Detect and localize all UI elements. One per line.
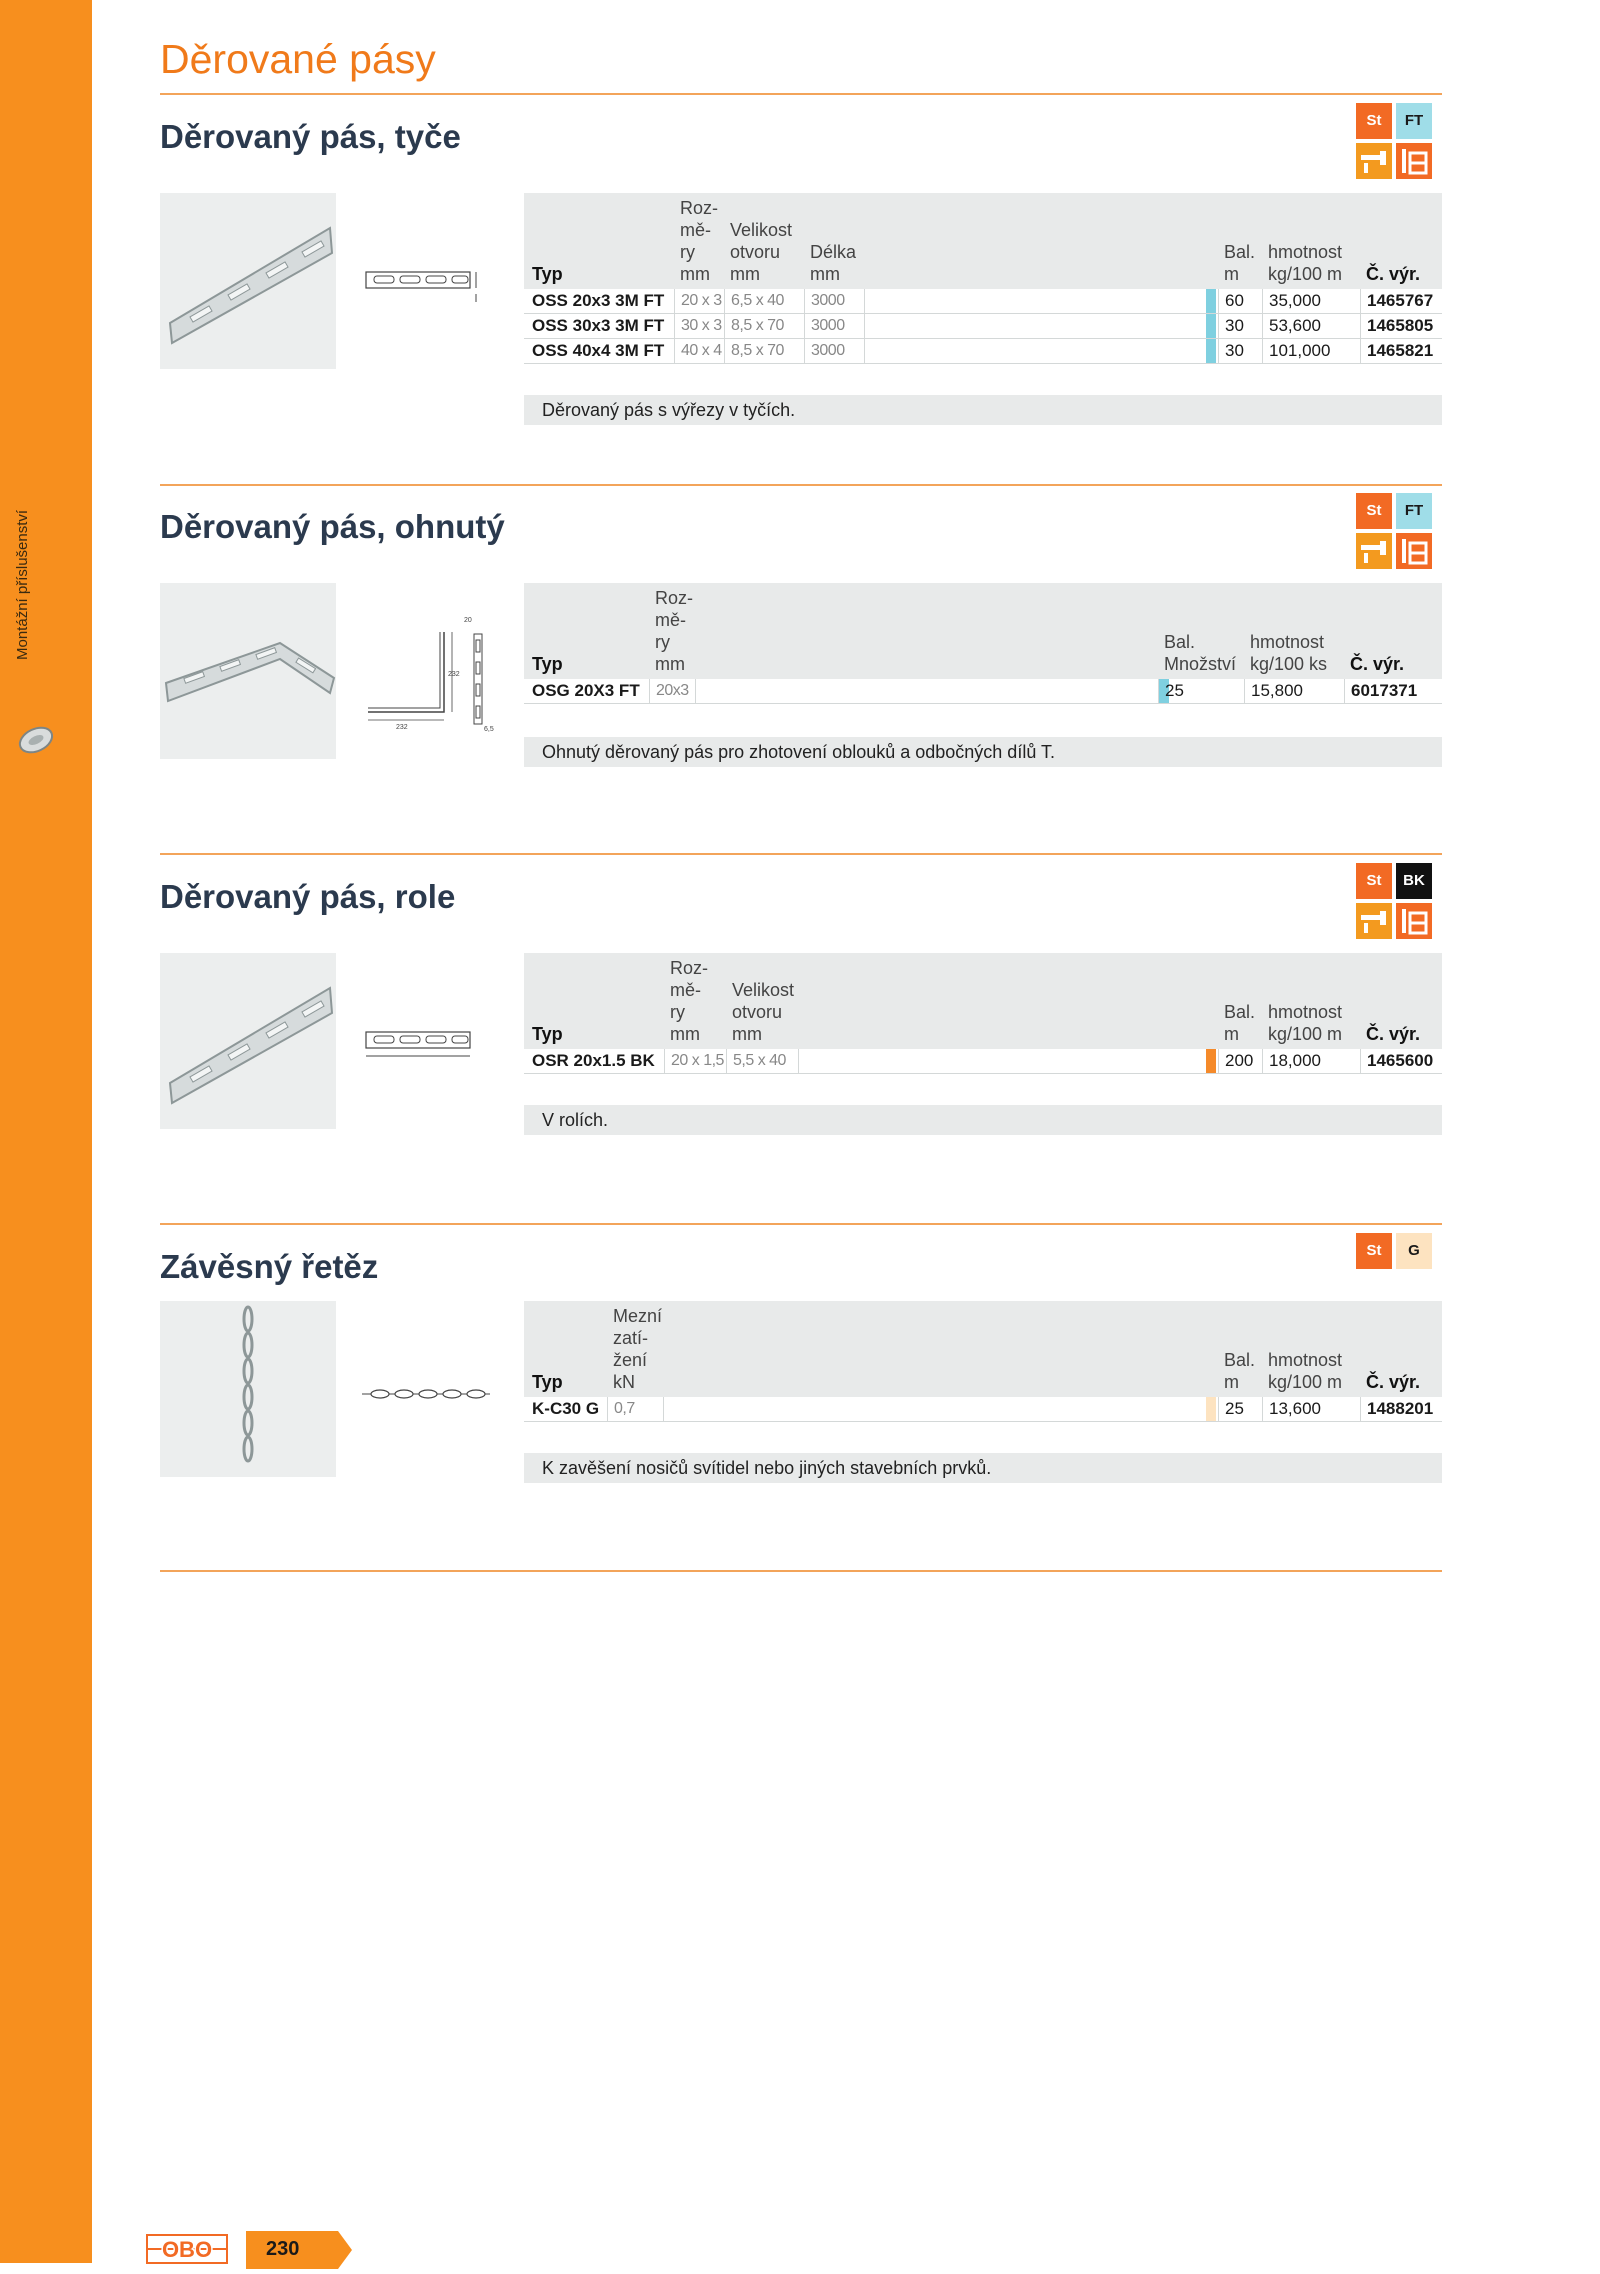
table-row (524, 1397, 1442, 1422)
product-note: Ohnutý děrovaný pás pro zhotovení oblouků a odbočných dílů T. (524, 737, 1442, 767)
table-row (524, 1049, 1442, 1074)
col-cislo-vyrobku: Č. výr. (1366, 1372, 1421, 1392)
sidebar-strip (0, 0, 92, 2263)
col-typ: Typ (532, 1024, 563, 1044)
cell-spacer (663, 1397, 1206, 1421)
color-marker (1206, 339, 1216, 363)
col-cislo-vyrobku: Č. výr. (1366, 264, 1421, 284)
material-badge: St (1356, 1233, 1392, 1269)
cell-otvor: 8,5 x 70 (724, 339, 804, 363)
cell-cislo: 1488201 (1360, 1397, 1442, 1421)
badge-group (1356, 493, 1436, 569)
material-badge: St (1356, 493, 1392, 529)
badge-group (1356, 103, 1436, 179)
col-hmotnost: hmotnost kg/100 m (1268, 1350, 1343, 1392)
obo-logo (146, 2234, 228, 2264)
cell-typ: OSG 20X3 FT (532, 681, 640, 700)
section-rule (160, 1570, 1442, 1572)
cell-zatizeni: 0,7 (607, 1397, 663, 1421)
product-table (524, 953, 1442, 1074)
cell-rozmery: 30 x 3 (674, 314, 724, 338)
product-photo (160, 583, 336, 759)
col-velikost-otvoru: Velikost otvoru mm (730, 220, 793, 284)
color-marker (1206, 1397, 1216, 1421)
product-photo (160, 953, 336, 1129)
product-table (524, 1301, 1442, 1422)
cell-bal: 25 (1158, 679, 1244, 703)
cell-hmotnost: 15,800 (1244, 679, 1344, 703)
table-row (524, 679, 1442, 704)
table-header (524, 583, 1442, 679)
cell-bal: 30 (1218, 339, 1262, 363)
section-title: Děrovaný pás, role (160, 878, 456, 915)
col-cislo-vyrobku: Č. výr. (1350, 654, 1405, 674)
cell-typ: OSS 40x4 3M FT (532, 341, 665, 360)
cell-spacer (864, 339, 1206, 363)
screw-tool-icon (1356, 143, 1392, 179)
col-bal: Bal. m (1224, 1350, 1256, 1392)
finish-badge: FT (1396, 493, 1432, 529)
page-title: Děrované pásy (160, 36, 436, 82)
col-typ: Typ (532, 1372, 563, 1392)
cell-typ: OSS 30x3 3M FT (532, 316, 665, 335)
cable-clip-icon (14, 718, 58, 762)
product-note: V rolích. (524, 1105, 1442, 1135)
cell-spacer (695, 679, 1159, 703)
finish-badge: BK (1396, 863, 1432, 899)
screw-tool-icon (1356, 533, 1392, 569)
col-velikost-otvoru: Velikost otvoru mm (732, 980, 795, 1044)
cell-hmotnost: 101,000 (1262, 339, 1360, 363)
col-hmotnost: hmotnost kg/100 ks (1250, 632, 1328, 674)
product-photo (160, 1301, 336, 1477)
cell-typ: OSS 20x3 3M FT (532, 291, 665, 310)
color-marker (1206, 1049, 1216, 1073)
mounting-icon (1396, 533, 1432, 569)
color-marker (1206, 314, 1216, 338)
cell-otvor: 5,5 x 40 (726, 1049, 798, 1073)
cell-cislo: 1465821 (1360, 339, 1442, 363)
dimension-label: 20 (464, 617, 472, 624)
col-rozmery: Roz- mě- ry mm (655, 588, 694, 674)
section-rule (160, 484, 1442, 486)
col-mezni-zatizeni: Mezní zatí- žení kN (613, 1306, 663, 1392)
material-badge: St (1356, 103, 1392, 139)
col-bal: Bal. m (1224, 242, 1256, 284)
cell-hmotnost: 35,000 (1262, 289, 1360, 313)
col-hmotnost: hmotnost kg/100 m (1268, 1002, 1343, 1044)
cell-rozmery: 20x3 (649, 679, 695, 703)
section-title: Děrovaný pás, tyče (160, 118, 461, 155)
cell-cislo: 1465767 (1360, 289, 1442, 313)
svg-text:OBO: OBO (161, 2237, 213, 2262)
dimension-label: 232 (396, 724, 408, 731)
page-number-tab (246, 2231, 352, 2269)
cell-rozmery: 40 x 4 (674, 339, 724, 363)
cell-otvor: 6,5 x 40 (724, 289, 804, 313)
dimension-label: 232 (448, 671, 460, 678)
section-rule (160, 1223, 1442, 1225)
product-note: K zavěšení nosičů svítidel nebo jiných stavebních prvků. (524, 1453, 1442, 1483)
badge-group (1356, 1233, 1436, 1269)
table-header (524, 1301, 1442, 1397)
col-rozmery: Roz- mě- ry mm (680, 198, 719, 284)
cell-spacer (798, 1049, 1206, 1073)
technical-drawing (356, 254, 486, 310)
col-bal: Bal. Množství (1164, 632, 1237, 674)
col-typ: Typ (532, 264, 563, 284)
section-title: Závěsný řetěz (160, 1248, 379, 1285)
technical-drawing (356, 1018, 486, 1074)
cell-spacer (864, 314, 1206, 338)
cell-cislo: 6017371 (1344, 679, 1442, 703)
table-header (524, 193, 1442, 289)
header-rule (160, 93, 1442, 95)
product-table (524, 193, 1442, 364)
cell-rozmery: 20 x 1,5 (664, 1049, 726, 1073)
table-row (524, 289, 1442, 314)
cell-hmotnost: 53,600 (1262, 314, 1360, 338)
cell-bal: 25 (1218, 1397, 1262, 1421)
finish-badge: G (1396, 1233, 1432, 1269)
section-rule (160, 853, 1442, 855)
col-bal: Bal. m (1224, 1002, 1256, 1044)
cell-hmotnost: 13,600 (1262, 1397, 1360, 1421)
technical-drawing (356, 1372, 496, 1412)
table-row (524, 314, 1442, 339)
cell-bal: 200 (1218, 1049, 1262, 1073)
color-marker (1206, 289, 1216, 313)
technical-drawing (356, 612, 502, 732)
material-badge: St (1356, 863, 1392, 899)
col-rozmery: Roz- mě- ry mm (670, 958, 709, 1044)
dimension-label: 6,5 (484, 726, 494, 732)
cell-cislo: 1465805 (1360, 314, 1442, 338)
mounting-icon (1396, 903, 1432, 939)
col-typ: Typ (532, 654, 563, 674)
cell-delka: 3000 (804, 289, 864, 313)
cell-typ: K-C30 G (532, 1399, 600, 1418)
cell-bal: 30 (1218, 314, 1262, 338)
cell-spacer (864, 289, 1206, 313)
cell-bal: 60 (1218, 289, 1262, 313)
finish-badge: FT (1396, 103, 1432, 139)
cell-hmotnost: 18,000 (1262, 1049, 1360, 1073)
cell-otvor: 8,5 x 70 (724, 314, 804, 338)
table-header (524, 953, 1442, 1049)
product-photo (160, 193, 336, 369)
cell-typ: OSR 20x1.5 BK (532, 1051, 655, 1070)
cell-delka: 3000 (804, 314, 864, 338)
screw-tool-icon (1356, 903, 1392, 939)
col-delka: Délka mm (810, 242, 857, 284)
table-row (524, 339, 1442, 364)
cell-delka: 3000 (804, 339, 864, 363)
section-title: Děrovaný pás, ohnutý (160, 508, 505, 545)
badge-group (1356, 863, 1436, 939)
cell-cislo: 1465600 (1360, 1049, 1442, 1073)
product-table (524, 583, 1442, 704)
mounting-icon (1396, 143, 1432, 179)
sidebar-label: Montážní příslušenství (14, 509, 31, 660)
page-number: 230 (266, 2238, 300, 2260)
product-note: Děrovaný pás s výřezy v tyčích. (524, 395, 1442, 425)
cell-rozmery: 20 x 3 (674, 289, 724, 313)
col-cislo-vyrobku: Č. výr. (1366, 1024, 1421, 1044)
col-hmotnost: hmotnost kg/100 m (1268, 242, 1343, 284)
